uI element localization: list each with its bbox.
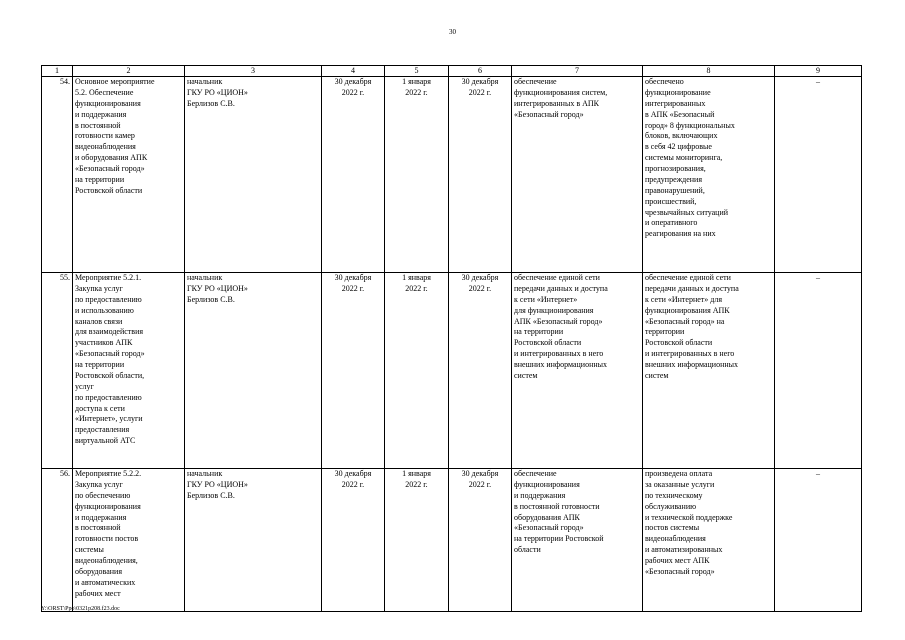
executor: начальник ГКУ РО «ЦИОН» Берлизов С.В. [185,77,322,273]
plan-end-date: 1 января 2022 г. [385,77,449,273]
header-col-8: 8 [643,66,775,77]
header-col-7: 7 [512,66,643,77]
header-col-3: 3 [185,66,322,77]
note: – [775,469,862,612]
note: – [775,273,862,469]
header-col-6: 6 [449,66,512,77]
event-name: Основное мероприятие 5.2. Обеспечение функционирования и поддержания в постоянной готовности камер видеонаблюдения и оборудования АПК «Безопасный город» на территории Ростовской области [73,77,185,273]
file-path-footer: Y:\ORST\Ppo\0321p208.f23.doc [41,606,120,612]
fact-date: 30 декабря 2022 г. [449,469,512,612]
event-name: Мероприятие 5.2.2. Закупка услуг по обеспечению функционирования и поддержания в постоянной готовности постов системы видеонаблюдения, оборудования и автоматических рабочих мест [73,469,185,612]
row-number: 54. [42,77,73,273]
fact-date: 30 декабря 2022 г. [449,77,512,273]
expected-result: обеспечение функционирования систем, интегрированных в АПК «Безопасный город» [512,77,643,273]
table-row [42,469,862,612]
report-table [41,65,862,612]
header-col-4: 4 [322,66,385,77]
actual-result: обеспечено функционирование интегрированных в АПК «Безопасный город» 8 функциональных блоков, включающих в себя 42 цифровые системы мониторинга, прогнозирования, предупреждения правонарушений, происшествий, чрезвычайных ситуаций и оперативного реагирования на них [643,77,775,273]
actual-result: обеспечение единой сети передачи данных и доступа к сети «Интернет» для функционирования АПК «Безопасный город» на территории Ростовской области и интегрированных в него внешних информационных систем [643,273,775,469]
plan-end-date: 1 января 2022 г. [385,469,449,612]
expected-result: обеспечение единой сети передачи данных и доступа к сети «Интернет» для функционирования АПК «Безопасный город» на территории Ростовской области и интегрированных в него внешних информационных систем [512,273,643,469]
header-col-2: 2 [73,66,185,77]
plan-start-date: 30 декабря 2022 г. [322,77,385,273]
header-col-1: 1 [42,66,73,77]
table-row [42,77,862,273]
header-col-5: 5 [385,66,449,77]
page-number: 30 [449,28,456,36]
executor: начальник ГКУ РО «ЦИОН» Берлизов С.В. [185,469,322,612]
header-col-9: 9 [775,66,862,77]
row-number: 55. [42,273,73,469]
note: – [775,77,862,273]
row-number: 56. [42,469,73,612]
plan-start-date: 30 декабря 2022 г. [322,469,385,612]
actual-result: произведена оплата за оказанные услуги по техническому обслуживанию и технической поддержке постов системы видеонаблюдения и автоматизированных рабочих мест АПК «Безопасный город» [643,469,775,612]
expected-result: обеспечение функционирования и поддержания в постоянной готовности оборудования АПК «Безопасный город» на территории Ростовской области [512,469,643,612]
table-row [42,273,862,469]
plan-start-date: 30 декабря 2022 г. [322,273,385,469]
executor: начальник ГКУ РО «ЦИОН» Берлизов С.В. [185,273,322,469]
fact-date: 30 декабря 2022 г. [449,273,512,469]
event-name: Мероприятие 5.2.1. Закупка услуг по предоставлению и использованию каналов связи для взаимодействия участников АПК «Безопасный город» на территории Ростовской области, услуг по предоставлению доступа к сети «Интернет», услуги предоставления виртуальной АТС [73,273,185,469]
header-row [42,66,862,77]
plan-end-date: 1 января 2022 г. [385,273,449,469]
